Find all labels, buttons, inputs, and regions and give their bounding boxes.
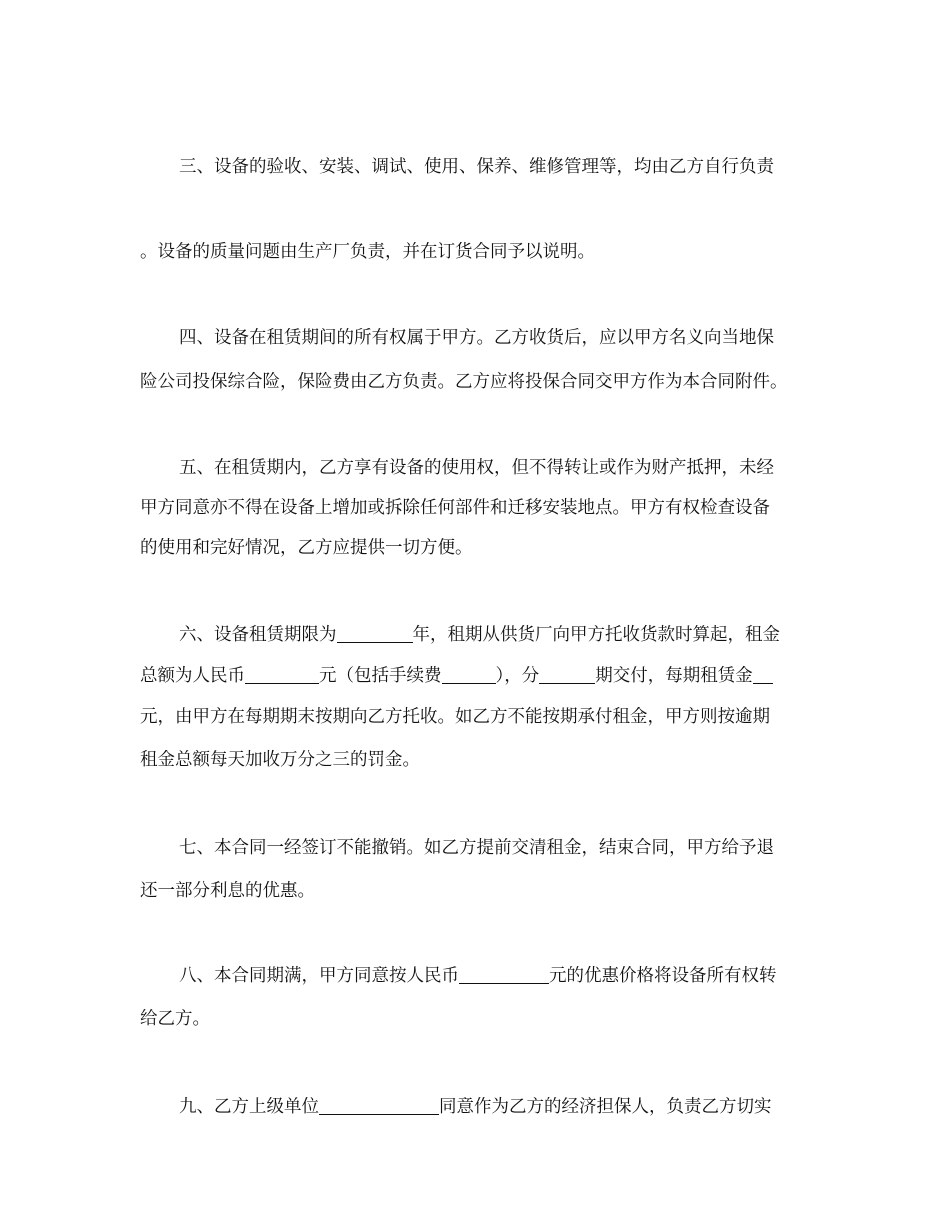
clause-7-line-2: 还一部分利息的优惠。 bbox=[140, 881, 315, 901]
buyout-price-blank bbox=[459, 965, 549, 984]
clause-3-line-1: 三、设备的验收、安装、调试、使用、保养、维修管理等，均由乙方自行负责 bbox=[179, 157, 774, 177]
handling-fee-blank bbox=[442, 665, 496, 684]
clause-3-line-2: 。设备的质量问题由生产厂负责，并在订货合同予以说明。 bbox=[140, 242, 595, 262]
clause-6-text: 六、设备租赁期限为 bbox=[179, 625, 337, 645]
clause-6-text: 总额为人民币 bbox=[140, 666, 245, 686]
total-rent-blank bbox=[245, 665, 319, 684]
clause-5-line-1: 五、在租赁期内，乙方享有设备的使用权，但不得转让或作为财产抵押，未经 bbox=[179, 458, 774, 478]
clause-6-text: 年，租期从供货厂向甲方托收货款时算起，租金 bbox=[412, 625, 780, 645]
clause-8-line-2: 给乙方。 bbox=[140, 1009, 210, 1029]
clause-6-text: 元（包括手续费 bbox=[319, 666, 442, 686]
clause-4-line-1: 四、设备在租赁期间的所有权属于甲方。乙方收货后，应以甲方名义向当地保 bbox=[179, 328, 774, 348]
clause-6-line-4: 租金总额每天加收万分之三的罚金。 bbox=[140, 750, 420, 770]
clause-6-line-2 bbox=[140, 664, 773, 688]
clause-6-text: 期交付，每期租赁金 bbox=[595, 666, 753, 686]
clause-6-line-1 bbox=[179, 623, 780, 647]
clause-5-line-3: 的使用和完好情况，乙方应提供一切方便。 bbox=[140, 538, 473, 558]
clause-8-text: 元的优惠价格将设备所有权转 bbox=[549, 966, 777, 986]
clause-4-line-2: 险公司投保综合险，保险费由乙方负责。乙方应将投保合同交甲方作为本合同附件。 bbox=[140, 372, 788, 392]
installment-amount-blank bbox=[753, 665, 773, 684]
clause-6-line-3: 元，由甲方在每期期末按期向乙方托收。如乙方不能按期承付租金，甲方则按逾期 bbox=[140, 707, 770, 727]
clause-9-text: 九、乙方上级单位 bbox=[179, 1097, 319, 1117]
guarantor-unit-blank bbox=[319, 1096, 439, 1115]
clause-9-text: 同意作为乙方的经济担保人，负责乙方切实 bbox=[439, 1097, 772, 1117]
clause-6-text: ），分 bbox=[495, 666, 540, 686]
clause-8-line-1 bbox=[179, 964, 777, 988]
clause-5-line-2: 甲方同意亦不得在设备上增加或拆除任何部件和迁移安装地点。甲方有权检查设备 bbox=[140, 498, 770, 518]
installments-blank bbox=[539, 665, 595, 684]
clause-7-line-1: 七、本合同一经签订不能撤销。如乙方提前交清租金，结束合同，甲方给予退 bbox=[179, 838, 774, 858]
clause-8-text: 八、本合同期满，甲方同意按人民币 bbox=[179, 966, 459, 986]
lease-term-blank bbox=[337, 624, 413, 643]
clause-9-line-1 bbox=[179, 1095, 772, 1119]
